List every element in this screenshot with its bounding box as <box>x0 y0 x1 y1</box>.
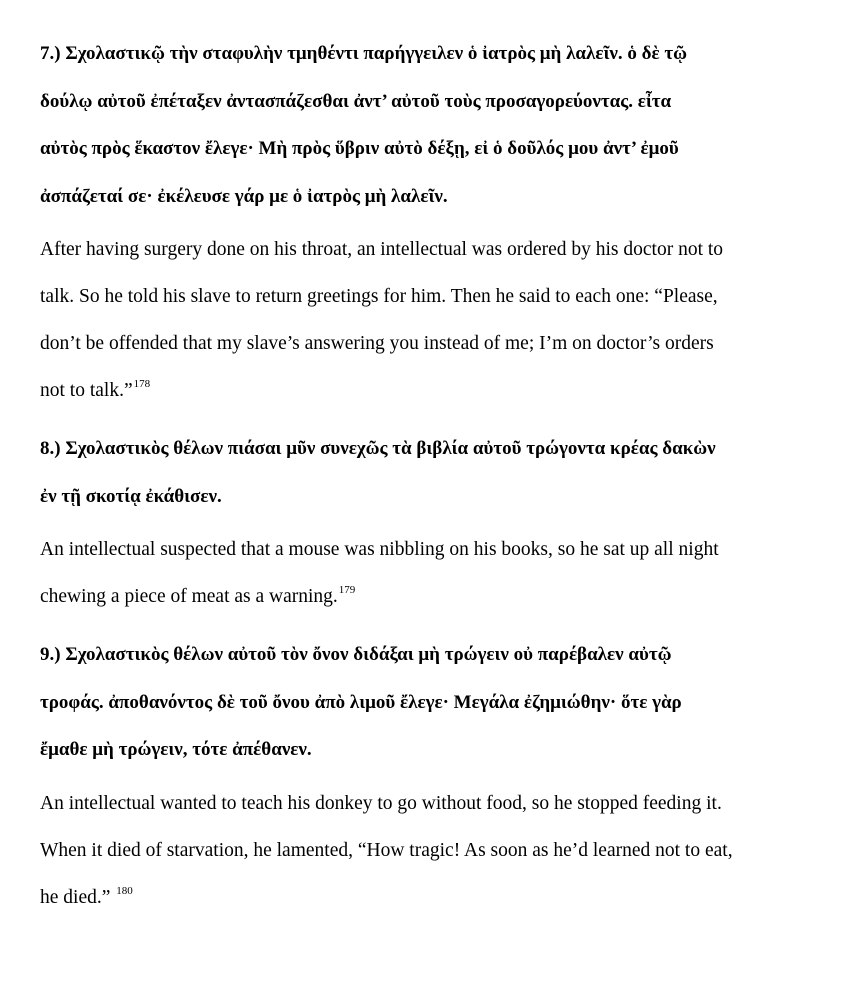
footnote-marker: 179 <box>338 584 356 596</box>
english-line: talk. So he told his slave to return greetings for him. Then he said to each one: “Please, <box>40 286 718 307</box>
english-line: When it died of starvation, he lamented, “How tragic! As soon as he’d learned not to eat, <box>40 839 733 861</box>
english-line-last <box>40 573 810 623</box>
greek-line: τροφάς. ἀποθανόντος δὲ τοῦ ὄνου ἀπὸ λιμοῦ ἔλεγε· Μεγάλα ἐζημιώθην· ὅτε γὰρ <box>40 691 682 713</box>
greek-line: 9.) Σχολαστικὸς θέλων αὐτοῦ τὸν ὄνον διδάξαι μὴ τρώγειν οὐ παρέβαλεν αὐτῷ <box>40 644 672 665</box>
greek-line: ἀσπάζεταί σε· ἐκέλευσε γάρ με ὁ ἰατρὸς μὴ λαλεῖν. <box>40 185 448 207</box>
english-line-text: he died.” <box>40 886 111 908</box>
greek-line: 7.) Σχολαστικῷ τὴν σταφυλὴν τμηθέντι παρήγγειλεν ὁ ἰατρὸς μὴ λαλεῖν. ὁ δὲ τῷ <box>40 43 687 64</box>
greek-line: δούλῳ αὐτοῦ ἐπέταξεν ἀντασπάζεσθαι ἀντ’ αὐτοῦ τοὺς προσαγορεύοντας. εἶτα <box>40 90 672 112</box>
greek-line: ἔμαθε μὴ τρώγειν, τότε ἀπέθανεν. <box>40 739 312 760</box>
english-line: After having surgery done on his throat, an intellectual was ordered by his doctor not to <box>40 239 724 260</box>
english-line: don’t be offended that my slave’s answering you instead of me; I’m on doctor’s orders <box>40 333 714 354</box>
entry-7 <box>40 30 810 425</box>
greek-line: ἐν τῇ σκοτίᾳ ἐκάθισεν. <box>40 485 222 507</box>
greek-line: 8.) Σχολαστικὸς θέλων πιάσαι μῦν συνεχῶς τὰ βιβλία αὐτοῦ τρώγοντα κρέας δακὼν <box>40 438 716 459</box>
english-line-text: chewing a piece of meat as a warning. <box>40 586 338 607</box>
entry-8 <box>40 425 810 631</box>
english-line: An intellectual wanted to teach his donkey to go without food, so he stopped feeding it. <box>40 792 722 814</box>
entry-9 <box>40 631 810 924</box>
english-line-last <box>40 874 810 924</box>
document-page <box>40 30 810 924</box>
footnote-marker: 180 <box>116 884 133 897</box>
english-line: An intellectual suspected that a mouse was nibbling on his books, so he sat up all night <box>40 539 719 560</box>
footnote-marker: 178 <box>133 378 151 390</box>
greek-line: αὐτὸς πρὸς ἕκαστον ἔλεγε· Μὴ πρὸς ὕβριν αὐτὸ δέξῃ, εἰ ὁ δοῦλός μου ἀντ’ ἐμοῦ <box>40 138 679 159</box>
english-line-text: not to talk.” <box>40 380 133 401</box>
english-line-last <box>40 367 810 417</box>
